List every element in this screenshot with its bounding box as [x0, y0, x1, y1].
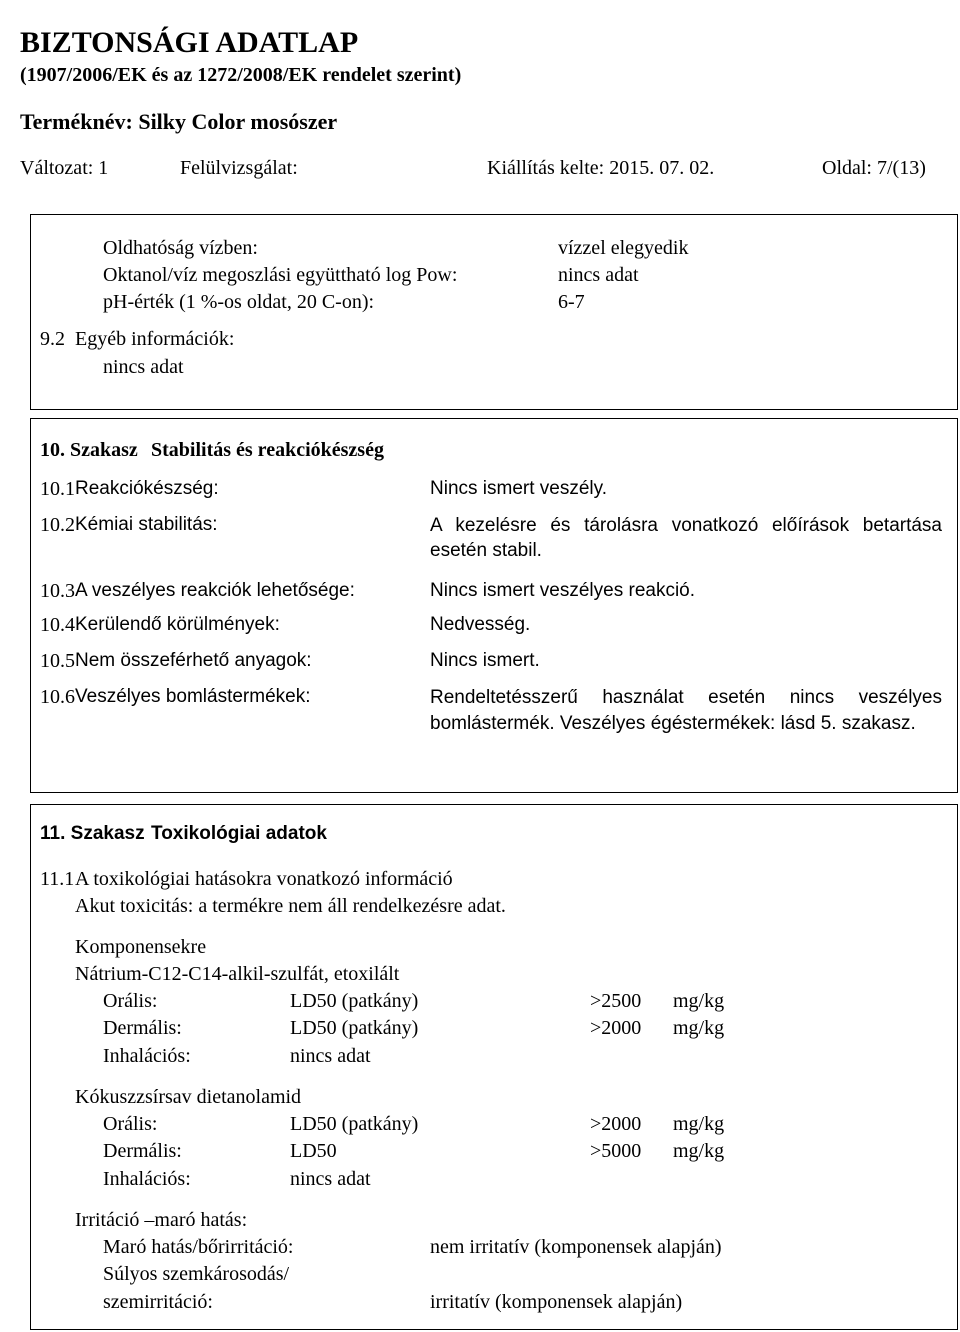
component-1-dermal-test: LD50 (patkány) [290, 1017, 419, 1039]
eye-irritation-value: irritatív (komponensek alapján) [430, 1291, 683, 1313]
revision: Felülvizsgálat: [180, 157, 298, 179]
item-10-5-label: Nem összeférhető anyagok: [75, 650, 312, 671]
section-10-number: 10. Szakasz [40, 439, 138, 461]
issue-date: Kiállítás kelte: 2015. 07. 02. [487, 157, 715, 179]
ph-value: 6-7 [558, 291, 585, 313]
component-2-inhalation-route: Inhalációs: [103, 1168, 191, 1190]
component-2-oral-value: >2000 [590, 1113, 642, 1135]
document-title: BIZTONSÁGI ADATLAP [20, 26, 359, 59]
item-10-6-number: 10.6 [40, 686, 75, 708]
component-2-oral-route: Orális: [103, 1113, 158, 1135]
item-10-2-number: 10.2 [40, 514, 75, 536]
component-2-oral-test: LD50 (patkány) [290, 1113, 419, 1135]
section-9-2-label: Egyéb információk: [75, 328, 235, 350]
section-9-2-number: 9.2 [40, 328, 65, 350]
irritation-label: Irritáció –maró hatás: [75, 1209, 248, 1231]
version: Változat: 1 [20, 157, 109, 179]
section-11-1-title: A toxikológiai hatásokra vonatkozó információ [75, 868, 453, 890]
component-2-inhalation-test: nincs adat [290, 1168, 371, 1190]
log-pow-value: nincs adat [558, 264, 639, 286]
item-10-4-value: Nedvesség. [430, 614, 531, 635]
item-10-1-value: Nincs ismert veszély. [430, 478, 608, 499]
component-1-inhalation-route: Inhalációs: [103, 1045, 191, 1067]
section-9-2-value: nincs adat [103, 356, 184, 378]
item-10-6-value: Rendeltetésszerű használat esetén nincs veszélyes bomlástermék. Veszélyes égéstermékek: lásd 5. szakasz. [430, 687, 942, 734]
skin-irritation-label: Maró hatás/bőrirritáció: [103, 1236, 294, 1258]
solubility-value: vízzel elegyedik [558, 237, 689, 259]
item-10-4-number: 10.4 [40, 614, 75, 636]
acute-toxicity: Akut toxicitás: a termékre nem áll rendelkezésre adat. [75, 895, 506, 917]
log-pow-label: Oktanol/víz megoszlási együttható log Pow: [103, 264, 458, 286]
item-10-1-number: 10.1 [40, 478, 75, 500]
eye-irritation-label: szemirritáció: [103, 1291, 213, 1313]
item-10-6-label: Veszélyes bomlástermékek: [75, 686, 311, 707]
item-10-3-label: A veszélyes reakciók lehetősége: [75, 580, 355, 601]
component-2-dermal-value: >5000 [590, 1140, 642, 1162]
component-1-oral-unit: mg/kg [673, 990, 725, 1012]
component-2-name: Kókuszzsírsav dietanolamid [75, 1086, 302, 1108]
item-10-4-label: Kerülendő körülmények: [75, 614, 280, 635]
section-11-number: 11. Szakasz [40, 823, 145, 844]
component-1-oral-test: LD50 (patkány) [290, 990, 419, 1012]
product-name: Terméknév: Silky Color mosószer [20, 109, 338, 134]
item-10-3-value: Nincs ismert veszélyes reakció. [430, 580, 696, 601]
item-10-5-number: 10.5 [40, 650, 75, 672]
solubility-label: Oldhatóság vízben: [103, 237, 258, 259]
item-10-2-value: A kezelésre és tárolásra vonatkozó előírások betartása esetén stabil. [430, 515, 942, 561]
section-11-1-number: 11.1 [40, 868, 75, 890]
skin-irritation-value: nem irritatív (komponensek alapján) [430, 1236, 722, 1258]
item-10-1-label: Reakciókészség: [75, 478, 219, 499]
components-label: Komponensekre [75, 936, 207, 958]
section-10-title: Stabilitás és reakciókészség [151, 439, 384, 461]
component-1-name: Nátrium-C12-C14-alkil-szulfát, etoxilált [75, 963, 400, 985]
component-1-dermal-unit: mg/kg [673, 1017, 725, 1039]
component-1-oral-value: >2500 [590, 990, 642, 1012]
component-2-dermal-unit: mg/kg [673, 1140, 725, 1162]
section-11-title: Toxikológiai adatok [151, 823, 327, 844]
item-10-3-number: 10.3 [40, 580, 75, 602]
component-2-dermal-route: Dermális: [103, 1140, 182, 1162]
component-2-dermal-test: LD50 [290, 1140, 337, 1162]
page-number: Oldal: 7/(13) [822, 157, 926, 179]
component-1-inhalation-test: nincs adat [290, 1045, 371, 1067]
item-10-5-value: Nincs ismert. [430, 650, 540, 671]
component-1-dermal-value: >2000 [590, 1017, 642, 1039]
component-2-oral-unit: mg/kg [673, 1113, 725, 1135]
ph-label: pH-érték (1 %-os oldat, 20 C-on): [103, 291, 375, 313]
regulation-subtitle: (1907/2006/EK és az 1272/2008/EK rendelet szerint) [20, 64, 462, 86]
eye-damage-label: Súlyos szemkárosodás/ [103, 1263, 290, 1285]
item-10-2-label: Kémiai stabilitás: [75, 514, 218, 535]
component-1-dermal-route: Dermális: [103, 1017, 182, 1039]
component-1-oral-route: Orális: [103, 990, 158, 1012]
